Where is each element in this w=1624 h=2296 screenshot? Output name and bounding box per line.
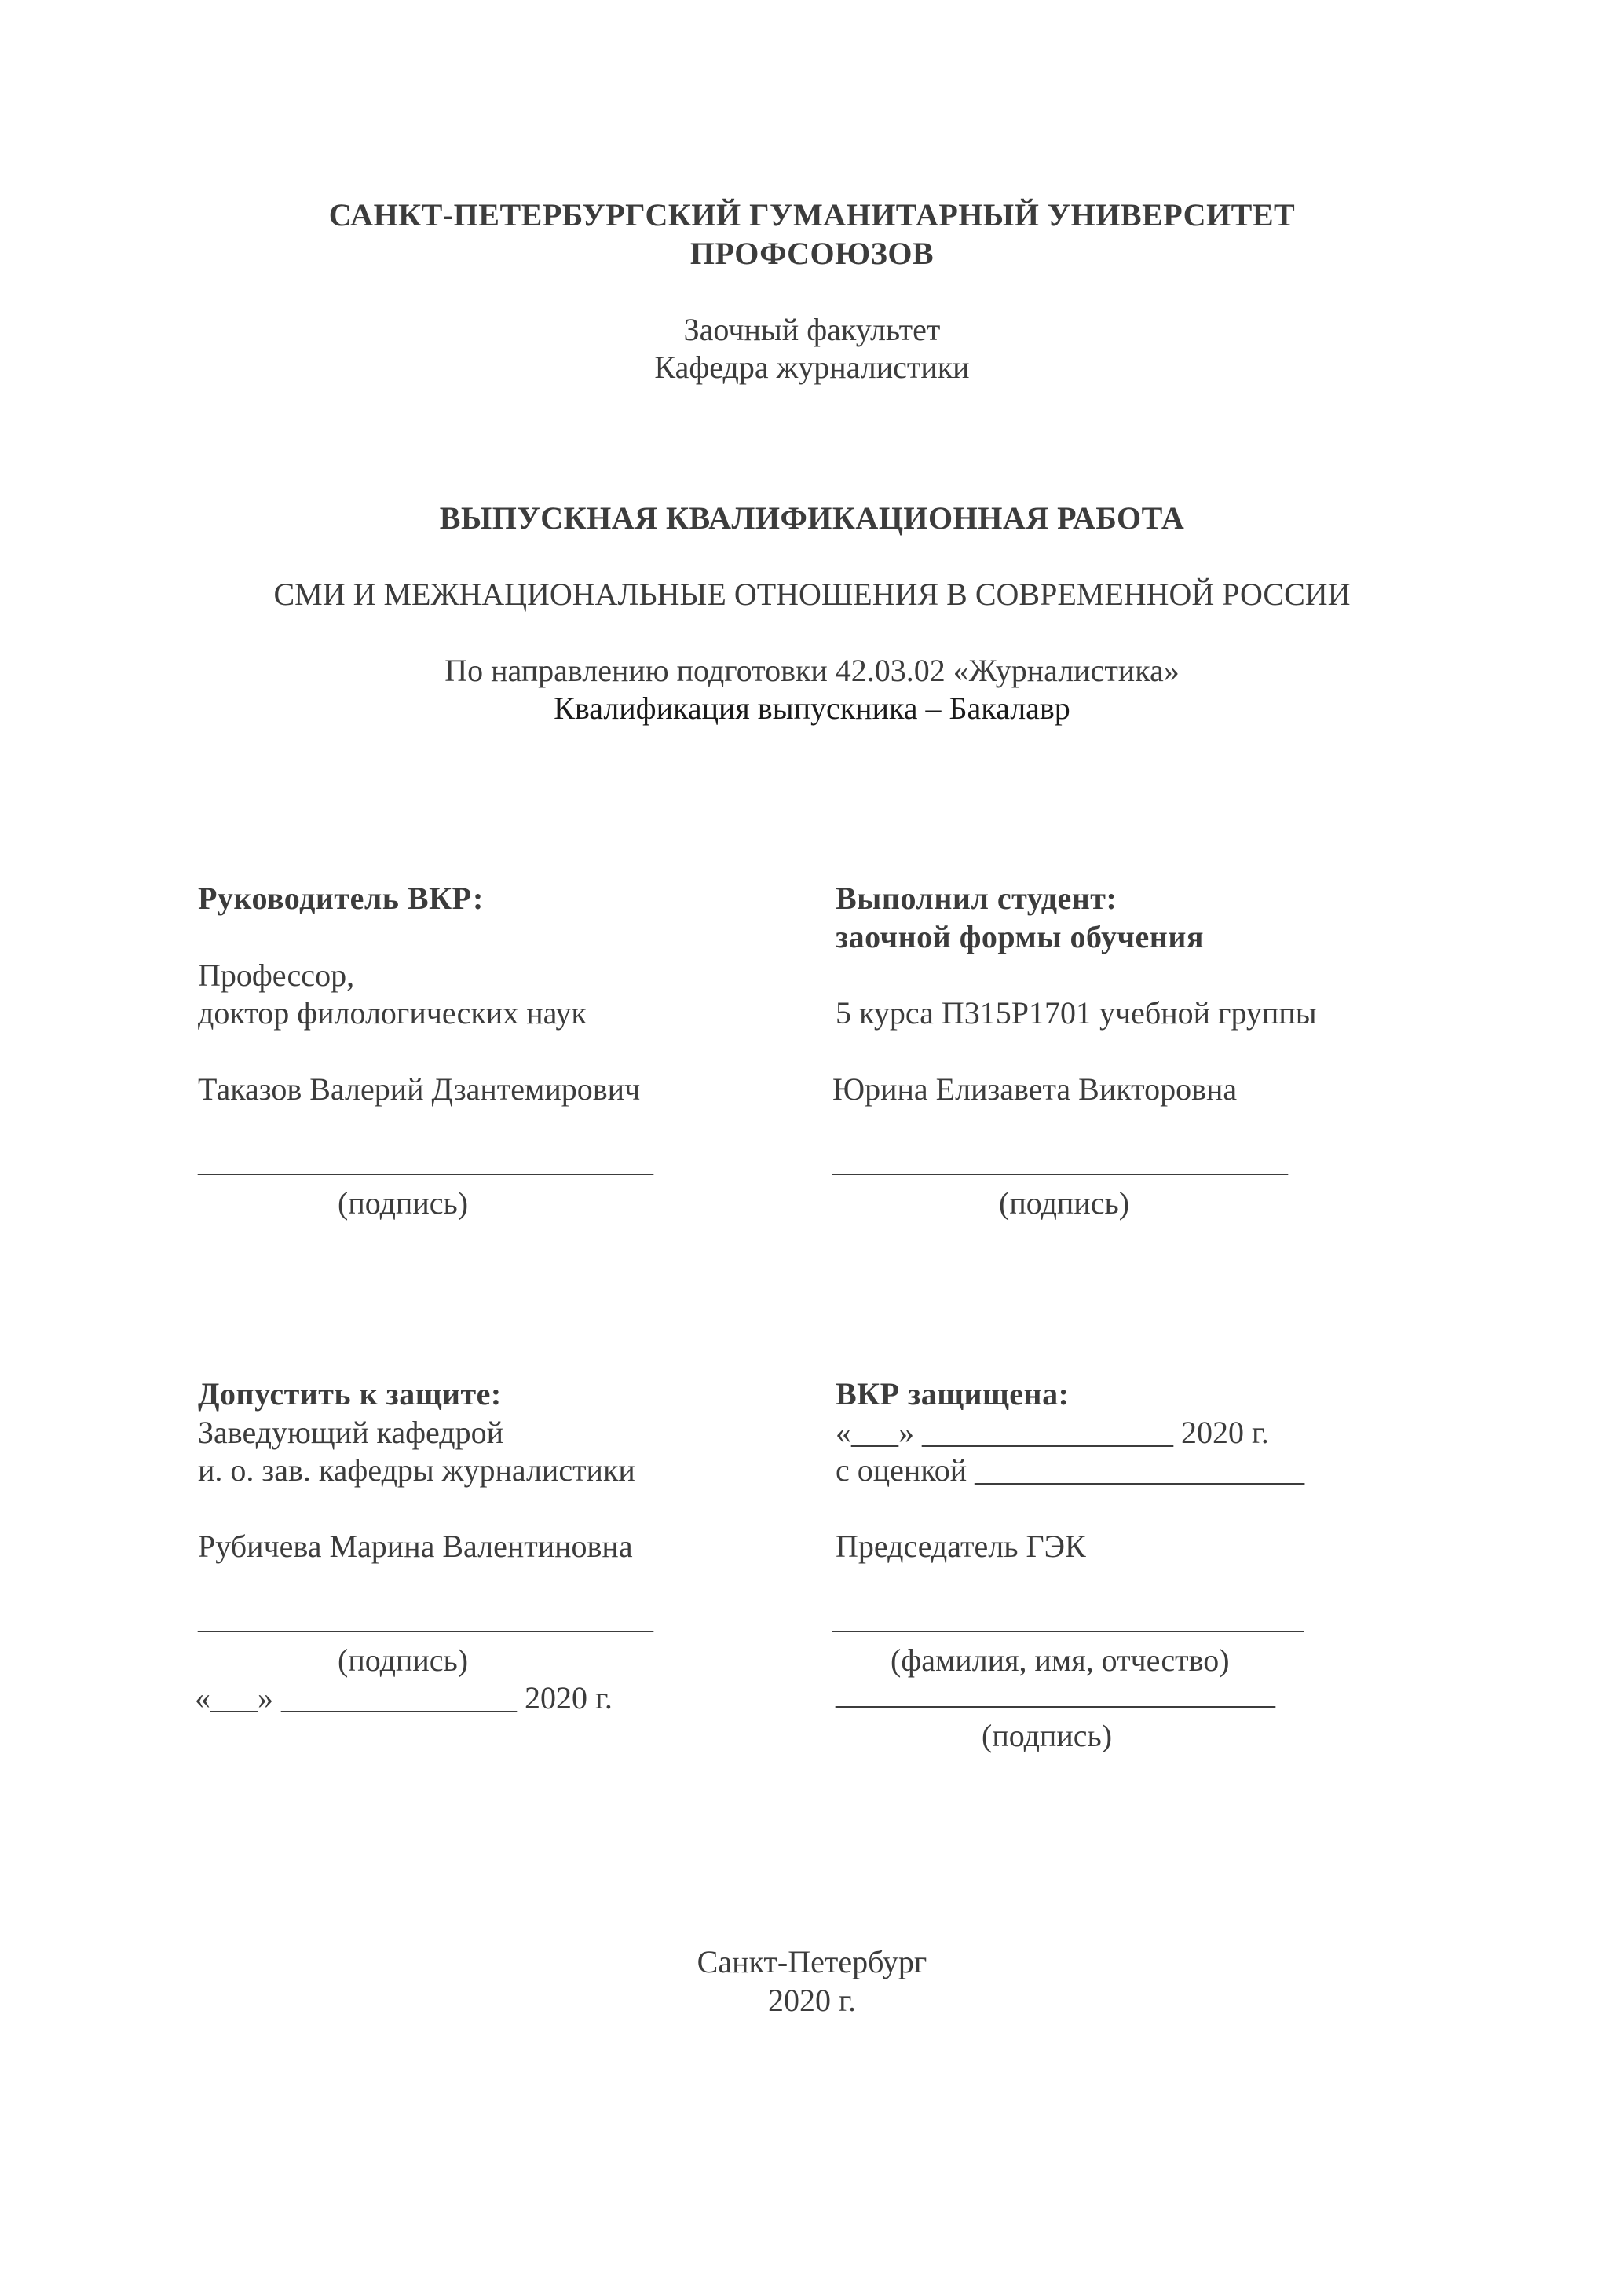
faculty: Заочный факультет — [683, 312, 941, 347]
supervisor-signature-line: _____________________________ — [198, 1143, 653, 1178]
work-type: ВЫПУСКНАЯ КВАЛИФИКАЦИОННАЯ РАБОТА — [439, 500, 1185, 536]
student-group: 5 курса П315Р1701 учебной группы — [836, 995, 1317, 1031]
university-name-line1: САНКТ-ПЕТЕРБУРГСКИЙ ГУМАНИТАРНЫЙ УНИВЕРСИТЕТ — [328, 197, 1296, 233]
student-heading: Выполнил студент: — [836, 881, 1117, 916]
footer-year: 2020 г. — [768, 1983, 856, 2018]
supervisor-degree: доктор филологических наук — [198, 995, 587, 1031]
admission-heading: Допустить к защите: — [198, 1376, 502, 1412]
defense-chair-name-line: ______________________________ — [832, 1600, 1304, 1635]
defense-date-line: «___» ________________ 2020 г. — [836, 1415, 1269, 1450]
admission-position2: и. о. зав. кафедры журналистики — [198, 1452, 635, 1488]
defense-grade-line: с оценкой _____________________ — [836, 1452, 1305, 1488]
admission-signature-line: _____________________________ — [198, 1600, 653, 1635]
department: Кафедра журналистики — [654, 350, 970, 385]
student-study-form: заочной формы обучения — [836, 919, 1205, 954]
defense-signature-caption: (подпись) — [982, 1718, 1113, 1753]
admission-signature-caption: (подпись) — [338, 1642, 469, 1678]
supervisor-name: Таказов Валерий Дзантемирович — [198, 1071, 641, 1107]
admission-position1: Заведующий кафедрой — [198, 1415, 504, 1450]
defense-chair-name-caption: (фамилия, имя, отчество) — [891, 1642, 1230, 1678]
admission-date-line: «___» _______________ 2020 г. — [195, 1680, 613, 1716]
defense-chair-label: Председатель ГЭК — [836, 1529, 1086, 1564]
defense-signature-line: ____________________________ — [836, 1675, 1275, 1711]
admission-head-name: Рубичева Марина Валентиновна — [198, 1529, 633, 1564]
footer-city: Санкт-Петербург — [697, 1944, 927, 1979]
supervisor-position: Профессор, — [198, 958, 355, 993]
student-signature-caption: (подпись) — [999, 1185, 1130, 1221]
study-direction: По направлению подготовки 42.03.02 «Журналистика» — [444, 653, 1180, 688]
student-signature-line: _____________________________ — [832, 1143, 1288, 1178]
defense-heading: ВКР защищена: — [836, 1376, 1070, 1412]
supervisor-signature-caption: (подпись) — [338, 1185, 469, 1221]
qualification: Квалификация выпускника – Бакалавр — [554, 690, 1070, 726]
work-title: СМИ И МЕЖНАЦИОНАЛЬНЫЕ ОТНОШЕНИЯ В СОВРЕМЕННОЙ РОССИИ — [273, 577, 1351, 612]
supervisor-heading: Руководитель ВКР: — [198, 881, 484, 916]
university-name-line2: ПРОФСОЮЗОВ — [689, 236, 935, 271]
student-name: Юрина Елизавета Викторовна — [832, 1071, 1238, 1107]
